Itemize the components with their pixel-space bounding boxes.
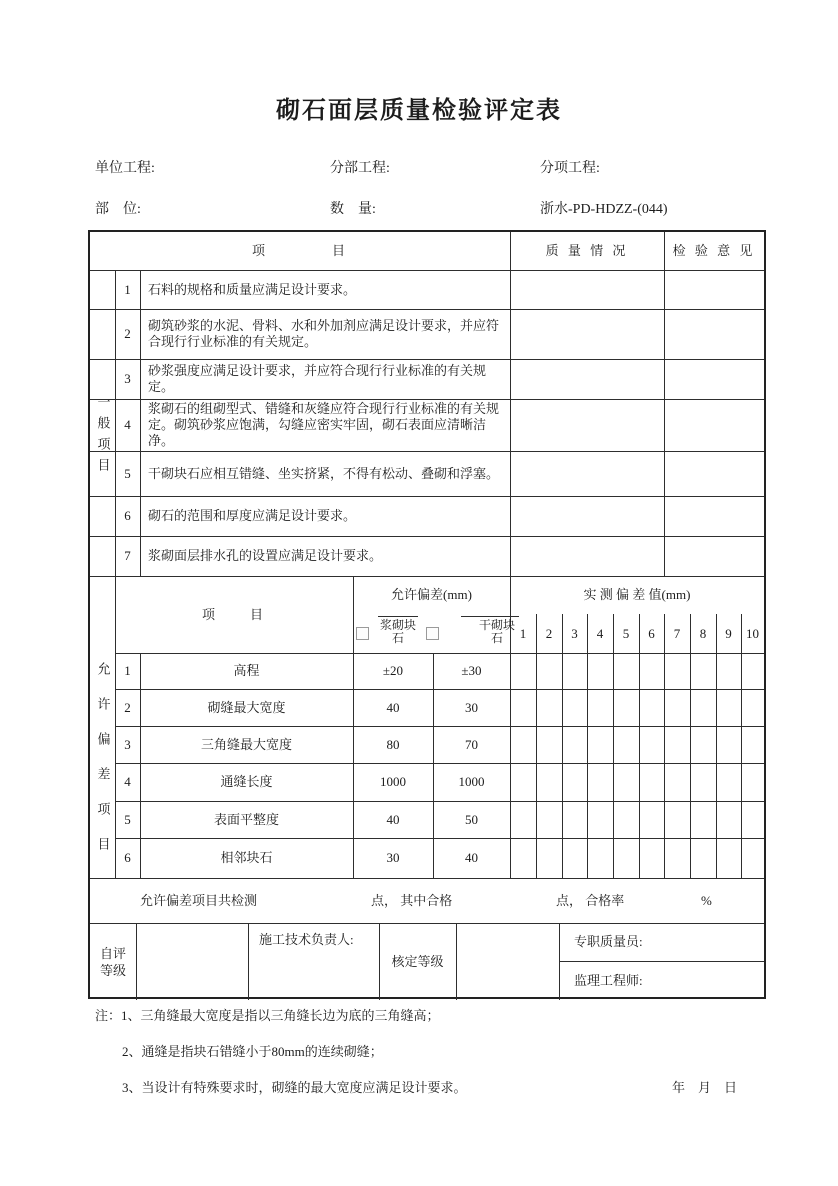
row-number: 2 <box>124 326 131 341</box>
grid-line-v <box>639 614 640 878</box>
deviation-value-mortar: 40 <box>386 699 400 715</box>
note-3: 3、当设计有特殊要求时，砌缝的最大宽度应满足设计要求。 <box>122 1080 467 1095</box>
grid-line-v <box>664 232 665 576</box>
deviation-item-name: 表面平整度 <box>213 811 279 827</box>
column-header-opinion: 检 验 意 见 <box>672 243 756 258</box>
row-number: 6 <box>124 850 131 865</box>
unit-project-label: 单位工程: <box>95 161 155 176</box>
deviation-value-dry: 1000 <box>458 774 485 789</box>
row-number: 1 <box>124 663 131 678</box>
division-project-label: 分部工程: <box>330 161 390 176</box>
verified-grade-label: 核定等级 <box>391 953 444 969</box>
deviation-item-name: 高程 <box>233 663 260 678</box>
measure-col-header: 6 <box>648 625 655 641</box>
quality-officer-label: 专职质量员: <box>574 934 643 949</box>
deviation-item-name: 通缝长度 <box>220 774 273 789</box>
deviation-value-dry: ±30 <box>461 663 482 678</box>
measure-col-header: 3 <box>571 625 578 641</box>
grid-line-v <box>690 614 691 878</box>
requirement-text: 砌筑砂浆的水泥、骨料、水和外加剂应满足设计要求，并应符合现行行业标准的有关规定。 <box>148 318 500 349</box>
measure-col-header: 2 <box>545 625 553 641</box>
deviation-header-item: 项 目 <box>201 606 266 622</box>
deviation-item-name: 相邻块石 <box>220 850 273 865</box>
column-header-item: 项 目 <box>251 243 348 258</box>
row-number: 5 <box>124 465 131 481</box>
construction-tech-leader-label: 施工技术负责人: <box>259 932 354 947</box>
note-2: 2、通缝是指块石错缝小于80mm的连续砌缝； <box>122 1044 383 1059</box>
grid-line-v <box>456 923 457 1000</box>
measure-col-header: 8 <box>699 625 707 641</box>
grid-line-v <box>559 923 560 1000</box>
deviation-value-dry: 50 <box>465 811 478 827</box>
grid-line-v <box>664 614 665 878</box>
summary-qualified-label: 点， 其中合格 <box>371 892 453 908</box>
summary-checked-label: 允许偏差项目共检测 <box>140 892 258 908</box>
row-number: 3 <box>124 371 131 386</box>
row-number: 1 <box>124 281 131 297</box>
column-header-quality: 质 量 情 况 <box>545 243 629 258</box>
deviation-value-mortar: ±20 <box>382 663 404 678</box>
grid-line-v <box>587 614 588 878</box>
note-1: 注：1、三角缝最大宽度是指以三角缝长边为底的三角缝高； <box>95 1008 440 1023</box>
grid-line-v <box>510 232 511 878</box>
measure-col-header: 5 <box>622 625 630 641</box>
deviation-item-name: 砌缝最大宽度 <box>207 699 286 715</box>
quantity-label: 数 量: <box>330 202 376 217</box>
dry-masonry-label: 干砌块石 <box>461 616 519 650</box>
self-grade-label: 自评等级 <box>99 945 126 978</box>
supervisor-engineer-label: 监理工程师: <box>574 972 643 988</box>
row-number: 3 <box>124 736 131 752</box>
grid-line-v <box>562 614 563 878</box>
row-number: 2 <box>124 699 131 715</box>
deviation-value-dry: 40 <box>465 850 478 865</box>
row-number: 6 <box>124 508 131 523</box>
deviation-item-name: 三角缝最大宽度 <box>200 736 292 752</box>
allowable-deviation-header: 允许偏差(mm) <box>391 587 472 602</box>
requirement-text: 干砌块石应相互错缝、坐实挤紧，不得有松动、叠砌和浮塞。 <box>148 465 500 481</box>
measure-col-header: 9 <box>725 625 732 641</box>
requirement-text: 石料的规格和质量应满足设计要求。 <box>148 281 357 297</box>
measure-col-header: 10 <box>746 625 759 641</box>
dry-masonry-checkbox[interactable] <box>426 627 439 640</box>
grid-line-v <box>613 614 614 878</box>
measure-col-header: 7 <box>673 625 681 641</box>
summary-percent-sign: % <box>701 892 712 908</box>
grid-line-v <box>741 614 742 878</box>
mortar-masonry-label: 浆砌块石 <box>378 616 418 650</box>
section-label-general-items: 一般项目 <box>95 395 111 479</box>
page-title: 砌石面层质量检验评定表 <box>276 98 562 124</box>
grid-line-v <box>536 614 537 878</box>
requirement-text: 砂浆强度应满足设计要求，并应符合现行行业标准的有关规定。 <box>148 363 487 394</box>
deviation-value-mortar: 80 <box>386 736 400 752</box>
section-label-allowable-deviation: 允许偏差项目 <box>95 662 111 872</box>
deviation-value-dry: 30 <box>465 699 478 715</box>
grid-line-v <box>136 923 137 1000</box>
requirement-text: 浆砌面层排水孔的设置应满足设计要求。 <box>148 548 383 563</box>
form-code: 浙水-PD-HDZZ-(044) <box>540 202 668 217</box>
row-number: 7 <box>124 548 131 563</box>
subitem-project-label: 分项工程: <box>540 161 600 176</box>
measure-col-header: 1 <box>519 625 527 641</box>
requirement-text: 浆砌石的组砌型式、错缝和灰缝应符合现行行业标准的有关规定。砌筑砂浆应饱满，勾缝应密实牢固，砌石表面应清晰洁净。 <box>148 401 500 448</box>
row-number: 5 <box>124 811 131 827</box>
part-label: 部 位: <box>95 202 141 217</box>
date-placeholder: 年 月 日 <box>672 1080 738 1095</box>
measure-col-header: 4 <box>596 625 604 641</box>
measured-deviation-header: 实 测 偏 差 值(mm) <box>583 587 691 602</box>
mortar-masonry-checkbox[interactable] <box>356 627 369 640</box>
deviation-value-mortar: 1000 <box>380 774 406 789</box>
deviation-value-dry: 70 <box>465 736 478 752</box>
grid-line-v <box>716 614 717 878</box>
row-number: 4 <box>124 774 131 789</box>
requirement-text: 砌石的范围和厚度应满足设计要求。 <box>148 508 357 523</box>
deviation-value-mortar: 30 <box>386 850 400 865</box>
summary-rate-label: 点， 合格率 <box>556 892 625 908</box>
row-number: 4 <box>124 417 131 432</box>
inspection-table <box>88 230 766 999</box>
deviation-value-mortar: 40 <box>386 811 400 827</box>
